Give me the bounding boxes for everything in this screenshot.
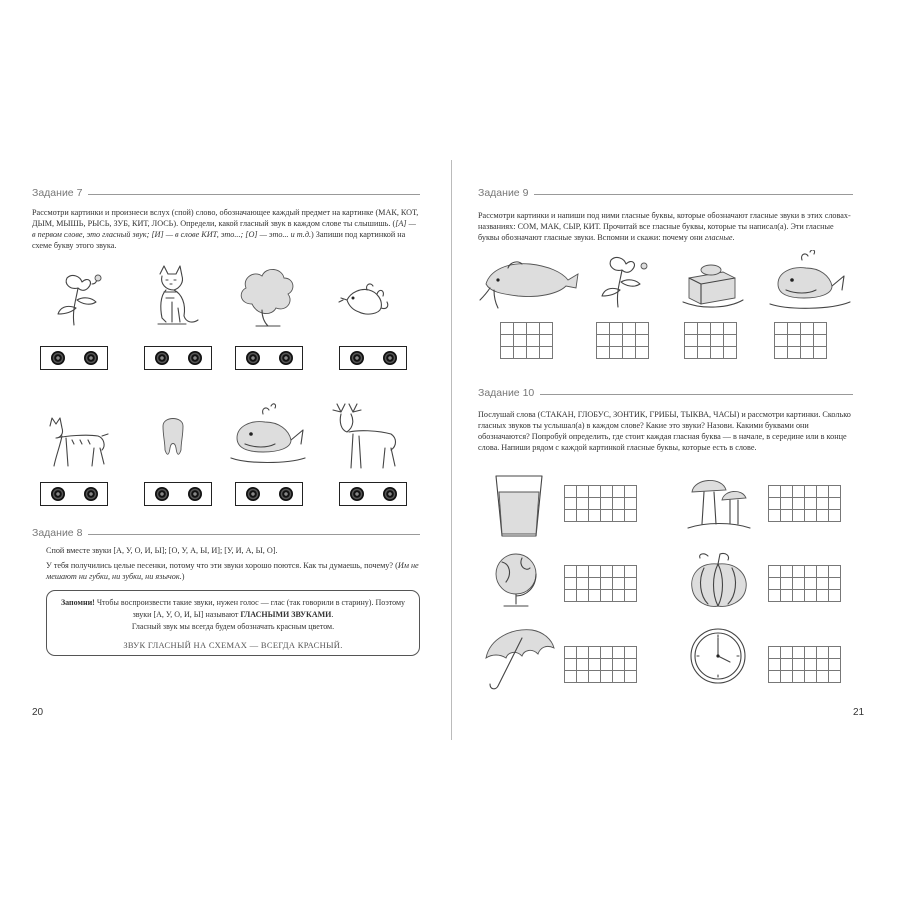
task7-title: Задание 7 [32, 187, 83, 199]
task9-title: Задание 9 [478, 187, 529, 199]
task10-answer-grid-globe[interactable] [564, 565, 637, 602]
glass-picture [496, 476, 542, 536]
task9-rule [534, 194, 853, 195]
task10-title: Задание 10 [478, 387, 535, 399]
scheme-box-4[interactable] [339, 346, 407, 370]
scheme-box-8[interactable] [339, 482, 407, 506]
left-page-number: 20 [32, 707, 44, 718]
vowel-dot [51, 351, 65, 365]
task10-answer-grid-glass[interactable] [564, 485, 637, 522]
vowel-dot [383, 487, 397, 501]
task8-rule [88, 534, 420, 535]
task10-answer-grid-umbrella[interactable] [564, 646, 637, 683]
cheese-picture [683, 265, 743, 307]
mouse-picture [339, 284, 388, 314]
vowel-dot [279, 351, 293, 365]
whale-picture-2 [770, 250, 850, 308]
vowel-dot [51, 487, 65, 501]
globe-picture [496, 554, 536, 606]
scheme-box-1[interactable] [40, 346, 108, 370]
cat-picture [158, 266, 198, 324]
remember-note-scheme-rule: ЗВУК ГЛАСНЫЙ НА СХЕМАХ — ВСЕГДА КРАСНЫЙ. [123, 640, 343, 650]
task10-heading [478, 385, 853, 399]
task10-answer-grid-mushrooms[interactable] [768, 485, 841, 522]
whale-picture [231, 404, 305, 463]
remember-note-text: Запомни! Чтобы воспроизвести такие звуки, нужен голос — глас (так говорили в старину). Поэтому звуки [А, У, О, И, Ы] называют ГЛАСНЫМИ ЗВУКАМИ. [60, 598, 406, 619]
task8-line-1: Спой вместе звуки [А, У, О, И, Ы]; [О, У, А, Ы, И]; [У, И, А, Ы, О]. [46, 546, 278, 555]
catfish-picture [480, 262, 578, 308]
task9-answer-grid-1[interactable] [500, 322, 553, 359]
vowel-dot [84, 351, 98, 365]
vowel-dot [155, 487, 169, 501]
moose-picture [333, 404, 396, 468]
remember-note [46, 590, 420, 656]
task9-pictures [478, 250, 853, 316]
task10-rule [540, 394, 853, 395]
vowel-dot [350, 487, 364, 501]
scheme-box-5[interactable] [40, 482, 108, 506]
vowel-dot [246, 351, 260, 365]
task7-pictures-row1 [32, 262, 422, 332]
vowel-dot [383, 351, 397, 365]
task9-answer-grid-2[interactable] [596, 322, 649, 359]
task8-heading [32, 525, 420, 539]
task8-line-2: У тебя получились целые песенки, потому что эти звуки хорошо поются. Как ты думаешь, почему? (Им не мешают ни губки, ни зубки, ни язычок.) [46, 561, 419, 581]
pumpkin-picture [692, 553, 747, 606]
task9-instructions: Рассмотри картинки и напиши под ними гласные буквы, которые обозначают гласные звуки в этих словах-названиях: СОМ, МАК, СЫР, КИТ. Прочитай все гласные буквы, которые ты написал(а). Эти гласные буквы обозначают гласные звуки. Вспомни и скажи: почему они гласные. [478, 211, 851, 242]
scheme-box-6[interactable] [144, 482, 212, 506]
poppy-flower-picture-2 [602, 257, 647, 307]
task10-answer-grid-clock[interactable] [768, 646, 841, 683]
remember-note-color-rule: Гласный звук мы всегда будем обозначать красным цветом. [131, 622, 335, 631]
task7-instructions: Рассмотри картинки и произнеси вслух (спой) слово, обозначающее каждый предмет на картинке (МАК, КОТ, ДЫМ, МЫШЬ, РЫСЬ, ЗУБ, КИТ, ЛОСЬ). Определи, какой гласный звук в каждом слове ты слышишь. ([А] — в первом слове, это гласный звук; [И] — в слове КИТ, это...; [О] — это... и т.д.) Запиши под картинкой на схеме букву этого звука. [32, 208, 419, 250]
umbrella-picture [486, 630, 554, 689]
task9-heading [478, 185, 853, 199]
vowel-dot [84, 487, 98, 501]
vowel-dot [188, 487, 202, 501]
tooth-picture [163, 419, 183, 455]
smoke-picture [241, 269, 293, 326]
poppy-flower-picture [58, 275, 101, 325]
vowel-dot [155, 351, 169, 365]
vowel-dot [246, 487, 260, 501]
vowel-dot [188, 351, 202, 365]
task9-answer-grid-3[interactable] [684, 322, 737, 359]
scheme-box-3[interactable] [235, 346, 303, 370]
task8-title: Задание 8 [32, 527, 83, 539]
vowel-dot [350, 351, 364, 365]
task7-rule [88, 194, 420, 195]
mushrooms-picture [688, 480, 750, 528]
right-page-number: 21 [853, 707, 865, 718]
task10-answer-grid-pumpkin[interactable] [768, 565, 841, 602]
task7-pictures-row2 [32, 402, 422, 474]
clock-picture [691, 629, 745, 683]
lynx-picture [50, 418, 108, 466]
task10-instructions: Послушай слова (СТАКАН, ГЛОБУС, ЗОНТИК, ГРИБЫ, ТЫКВА, ЧАСЫ) и рассмотри картинки. Сколько гласных звуков ты услышал(а) в каждом слове? Какие это звуки? Назови. Какими буквами они обозначаются? Попробуй определить, где стоит каждая гласная буква — в начале, в середине или в конце слова. Напиши рядом с каждой картинкой гласные буквы, которые есть в слове. [478, 410, 851, 452]
page-spine [451, 160, 452, 740]
task7-heading [32, 185, 420, 199]
scheme-box-2[interactable] [144, 346, 212, 370]
scheme-box-7[interactable] [235, 482, 303, 506]
vowel-dot [279, 487, 293, 501]
task9-answer-grid-4[interactable] [774, 322, 827, 359]
